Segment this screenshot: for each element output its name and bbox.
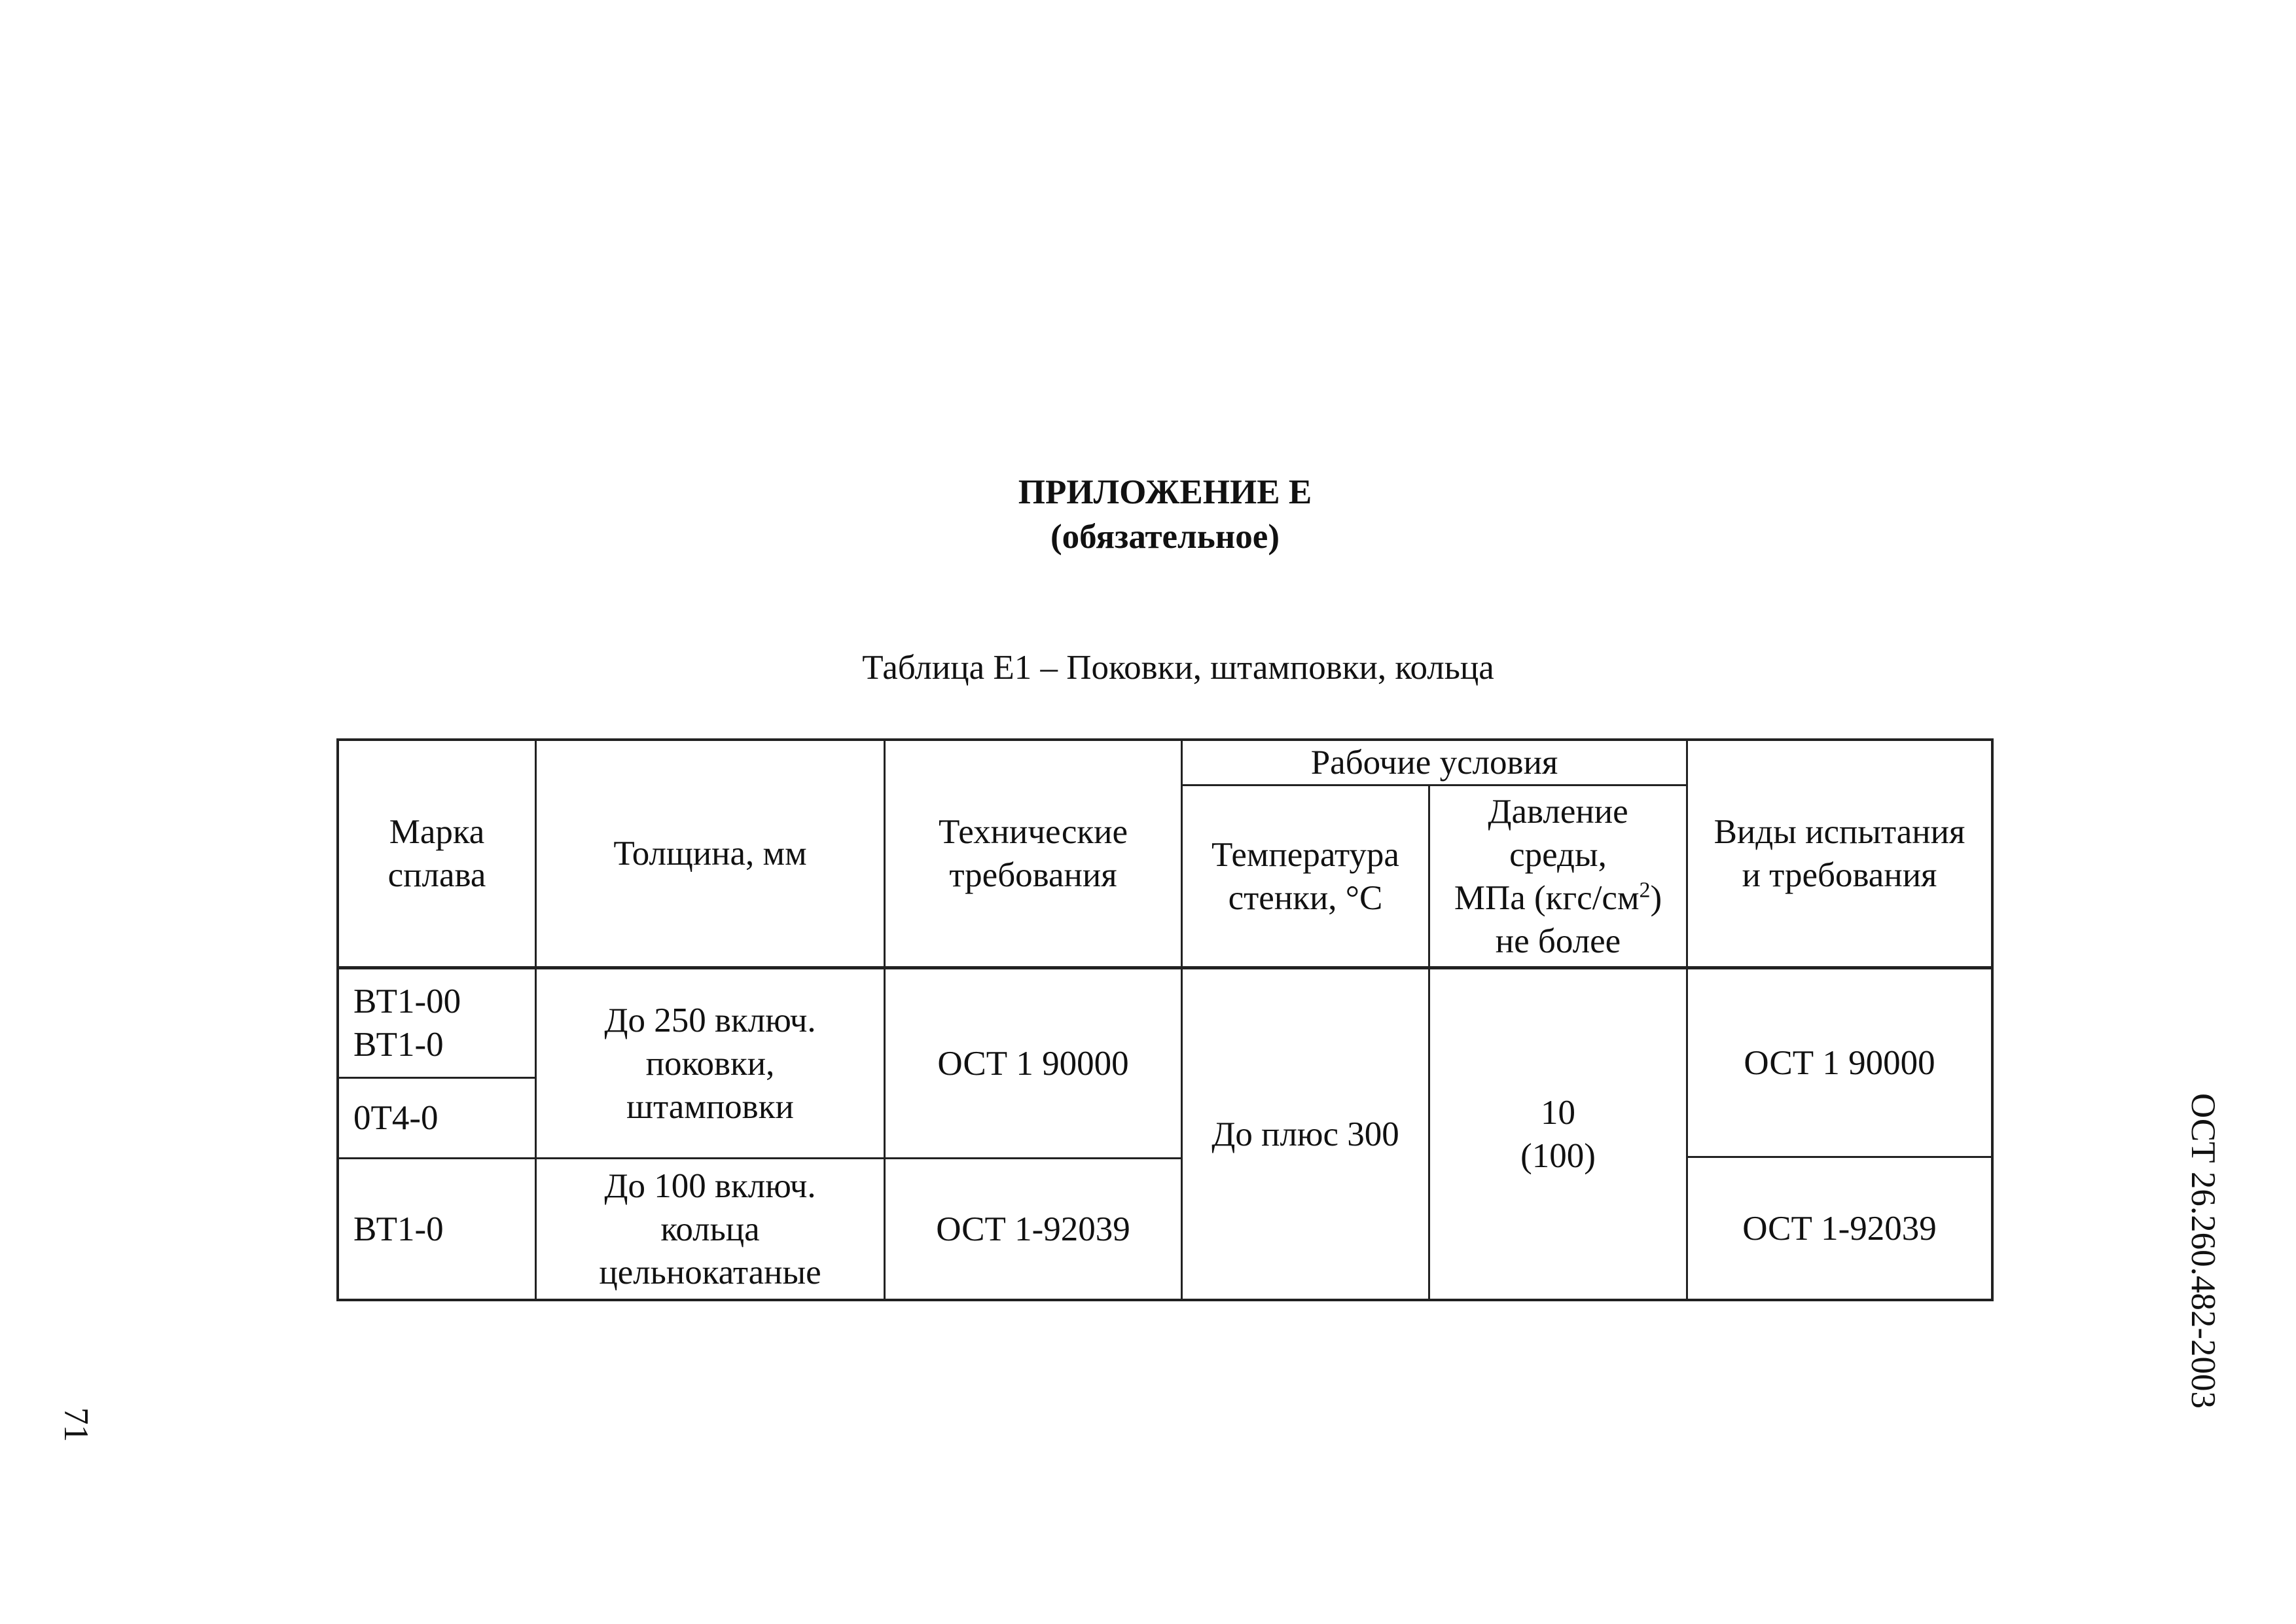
header-technical-requirements: Технические требования [938, 813, 1128, 894]
pressure-superscript: 2 [1639, 877, 1651, 902]
page-number: 71 [57, 1407, 95, 1442]
header-medium-pressure [1430, 786, 1686, 966]
thickness-cell-forgings: До 250 включ. поковки, штамповки [604, 1001, 816, 1126]
header-alloy-grade: Марка сплава [387, 813, 486, 894]
header-wall-temperature: Температура стенки, °С [1211, 835, 1399, 917]
tests-cell-rings: ОСТ 1-92039 [1742, 1209, 1937, 1248]
requirement-cell-forgings: ОСТ 1 90000 [937, 1044, 1129, 1083]
document-code: ОСТ 26.260.482-2003 [2184, 1093, 2222, 1409]
grade-cell-0t4-0: 0Т4-0 [353, 1099, 439, 1137]
grade-cell-vt1-00: ВТ1-00 ВТ1-0 [353, 983, 461, 1064]
temperature-cell: До плюс 300 [1211, 1115, 1399, 1153]
thickness-cell-rings: До 100 включ. кольца цельнокатаные [599, 1166, 821, 1291]
grade-cell-vt1-0: ВТ1-0 [353, 1210, 444, 1248]
forgings-table [336, 738, 1994, 1301]
tests-cell-forgings: ОСТ 1 90000 [1744, 1043, 1935, 1082]
requirement-cell-rings: ОСТ 1-92039 [936, 1210, 1130, 1248]
header-test-types: Виды испытания и требования [1713, 813, 1965, 894]
pressure-header-text: Давление среды, МПа $(кгс/см^2)$ не более [1454, 792, 1662, 960]
appendix-title: ПРИЛОЖЕНИЕ Е [1018, 473, 1312, 511]
table-caption: Таблица Е1 – Поковки, штамповки, кольца [862, 649, 1494, 687]
header-working-conditions: Рабочие условия [1310, 744, 1558, 782]
pressure-cell: 10 (100) [1520, 1093, 1596, 1175]
appendix-status: (обязательное) [1050, 518, 1280, 556]
appendix-heading [995, 470, 1335, 559]
header-thickness: Толщина, мм [613, 835, 807, 873]
